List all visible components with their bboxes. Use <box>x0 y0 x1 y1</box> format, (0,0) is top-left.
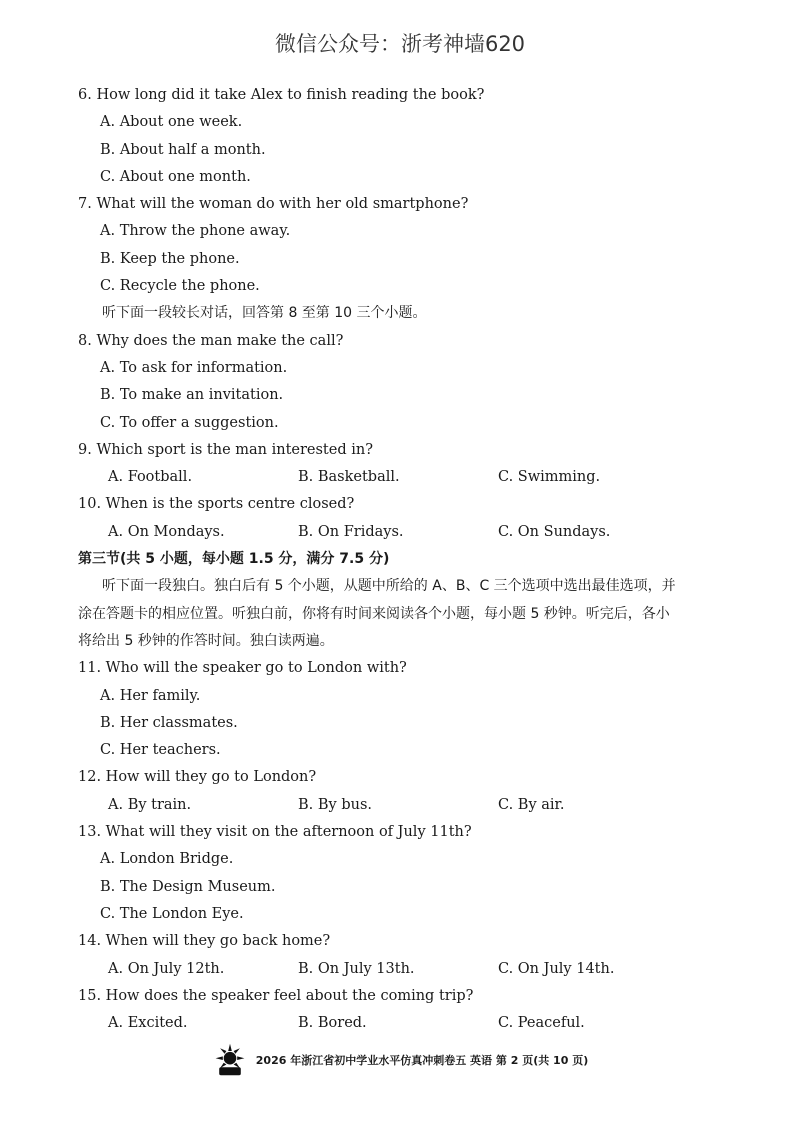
question-list <box>78 82 728 1037</box>
footer-text: 2026 年浙江省初中学业水平仿真冲刺卷五 英语 第 2 页(共 10 页) <box>255 1054 589 1067</box>
option-text: A. About one week. <box>100 114 243 131</box>
option-b: B. On July 13th. <box>298 960 415 977</box>
option-a: A. By train. <box>108 796 192 813</box>
option-row <box>78 1010 728 1037</box>
option-a: A. On July 12th. <box>108 960 225 977</box>
option-c: C. On July 14th. <box>498 960 615 977</box>
option-text: A. London Bridge. <box>100 851 234 868</box>
question-text: 11. Who will the speaker go to London with? <box>78 660 407 677</box>
instruction-paragraph: 涂在答题卡的相应位置。听独白前，你将有时间来阅读各个小题，每小题 5 秒钟。听完后，各小 <box>78 605 670 622</box>
option-row <box>78 464 728 491</box>
option-text: C. The London Eye. <box>100 905 244 922</box>
question-text: 14. When will they go back home? <box>78 933 331 950</box>
option-b: B. On Fridays. <box>298 523 404 540</box>
option-b: B. By bus. <box>298 796 373 813</box>
option-text: C. To offer a suggestion. <box>100 414 279 431</box>
instruction-paragraph: 将给出 5 秒钟的作答时间。独白读两遍。 <box>78 632 334 649</box>
question-text: 8. Why does the man make the call? <box>78 332 344 349</box>
option-text: A. Throw the phone away. <box>100 223 291 240</box>
question-text: 15. How does the speaker feel about the coming trip? <box>78 987 474 1004</box>
question-text: 13. What will they visit on the afternoon of July 11th? <box>78 824 472 841</box>
question-text: 7. What will the woman do with her old smartphone? <box>78 196 469 213</box>
option-row <box>78 519 728 546</box>
option-a: A. On Mondays. <box>108 523 225 540</box>
option-text: B. Keep the phone. <box>100 250 240 267</box>
wechat-header: 微信公众号：浙考神墙620 <box>274 32 526 56</box>
question-text: 9. Which sport is the man interested in? <box>78 441 373 458</box>
option-c: C. On Sundays. <box>498 523 611 540</box>
option-b: B. Bored. <box>298 1015 367 1032</box>
question-text: 10. When is the sports centre closed? <box>78 496 355 513</box>
question-text: 6. How long did it take Alex to finish reading the book? <box>78 87 485 103</box>
option-a: A. Excited. <box>108 1015 188 1032</box>
option-a: A. Football. <box>108 469 193 486</box>
option-text: A. To ask for information. <box>100 359 288 376</box>
option-text: B. Her classmates. <box>100 714 238 731</box>
option-text: C. About one month. <box>100 168 251 185</box>
option-c: C. By air. <box>498 796 565 813</box>
option-c: C. Swimming. <box>498 469 601 486</box>
option-c: C. Peaceful. <box>498 1015 585 1032</box>
page-footer <box>0 1040 800 1080</box>
option-text: A. Her family. <box>100 687 201 704</box>
option-b: B. Basketball. <box>298 469 400 486</box>
option-text: C. Recycle the phone. <box>100 278 260 295</box>
option-row <box>78 792 728 819</box>
publisher-logo-icon <box>212 1042 248 1078</box>
option-row <box>78 956 728 983</box>
section-heading: 第三节(共 5 小题，每小题 1.5 分，满分 7.5 分) <box>78 551 390 568</box>
option-text: C. Her teachers. <box>100 742 221 759</box>
instruction-paragraph: 听下面一段独白。独白后有 5 个小题，从题中所给的 A、B、C 三个选项中选出最佳选项，并 <box>102 578 676 595</box>
listening-instruction: 听下面一段较长对话，回答第 8 至第 10 三个小题。 <box>102 305 427 322</box>
option-text: B. To make an invitation. <box>100 387 284 404</box>
option-text: B. About half a month. <box>100 141 266 158</box>
question-text: 12. How will they go to London? <box>78 769 317 786</box>
option-text: B. The Design Museum. <box>100 878 276 895</box>
